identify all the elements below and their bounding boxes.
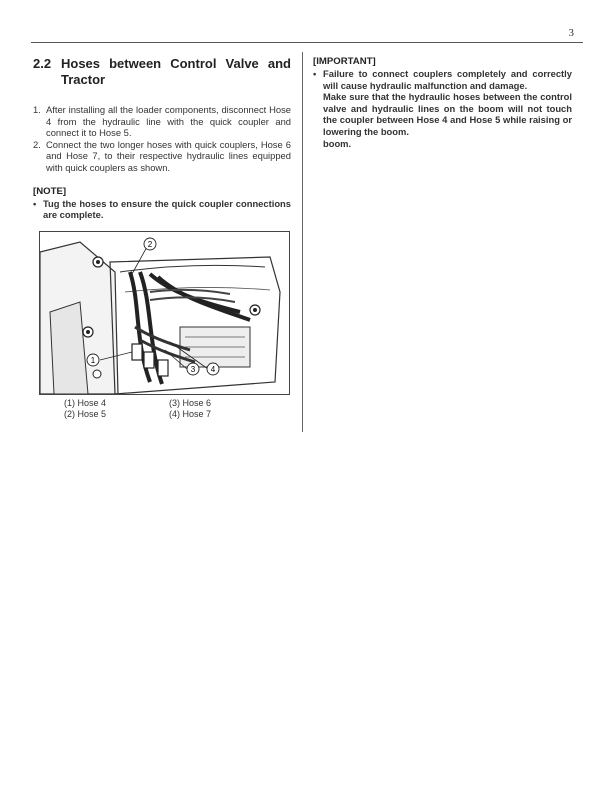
caption-hose-7: (4) Hose 7 xyxy=(169,409,212,419)
step-text: After installing all the loader components, disconnect Hose 4 from the hydraulic line with the quick coupler and connect it to Hose 5. xyxy=(46,104,291,139)
step-number: 2. xyxy=(33,138,41,150)
callout-4: 4 xyxy=(210,365,216,374)
page-number: 3 xyxy=(568,27,574,39)
important-paragraph: Make sure that the hydraulic hoses between the control valve and hydraulic lines on the boom will not touch the coupler between Hose 4 and Hose 5 while raising or lowering the boom. xyxy=(323,91,572,137)
callout-3: 3 xyxy=(190,365,196,374)
callout-2: 2 xyxy=(147,240,153,249)
hose-connection-figure xyxy=(39,231,290,395)
important-label: [IMPORTANT] xyxy=(313,56,376,67)
section-title xyxy=(33,56,291,88)
note-text: Tug the hoses to ensure the quick coupler connections are complete. xyxy=(43,197,291,221)
caption-hose-4: (1) Hose 4 xyxy=(64,398,107,408)
steps-list xyxy=(33,104,291,174)
figure-captions xyxy=(64,398,294,420)
bullet-mark: • xyxy=(33,197,37,209)
section-title-text: Hoses between Control Valve and Tractor xyxy=(61,56,291,87)
hose-illustration xyxy=(40,232,289,394)
note-bullet-item xyxy=(33,198,291,221)
step-number: 1. xyxy=(33,104,41,115)
callout-1: 1 xyxy=(90,356,96,365)
note-label: [NOTE] xyxy=(33,185,67,197)
caption-hose-5: (2) Hose 5 xyxy=(64,409,107,419)
important-bullet-item xyxy=(313,68,572,91)
left-column xyxy=(33,56,291,221)
step-text: Connect the two longer hoses with quick couplers, Hose 6 and Hose 7, to their respective hydraulic lines equipped with quick couplers as shown. xyxy=(46,138,291,173)
caption-hose-6: (3) Hose 6 xyxy=(169,398,212,408)
column-divider xyxy=(302,52,303,432)
step-item xyxy=(33,139,291,174)
section-number: 2.2 xyxy=(33,56,52,71)
step-item xyxy=(33,104,291,139)
bullet-mark: • xyxy=(313,68,317,79)
important-text: Failure to connect couplers completely and correctly will cause hydraulic malfunction and damage. xyxy=(323,68,572,91)
right-column xyxy=(313,56,572,149)
important-paragraph-tail: boom. xyxy=(323,137,352,149)
header-rule xyxy=(31,42,583,43)
